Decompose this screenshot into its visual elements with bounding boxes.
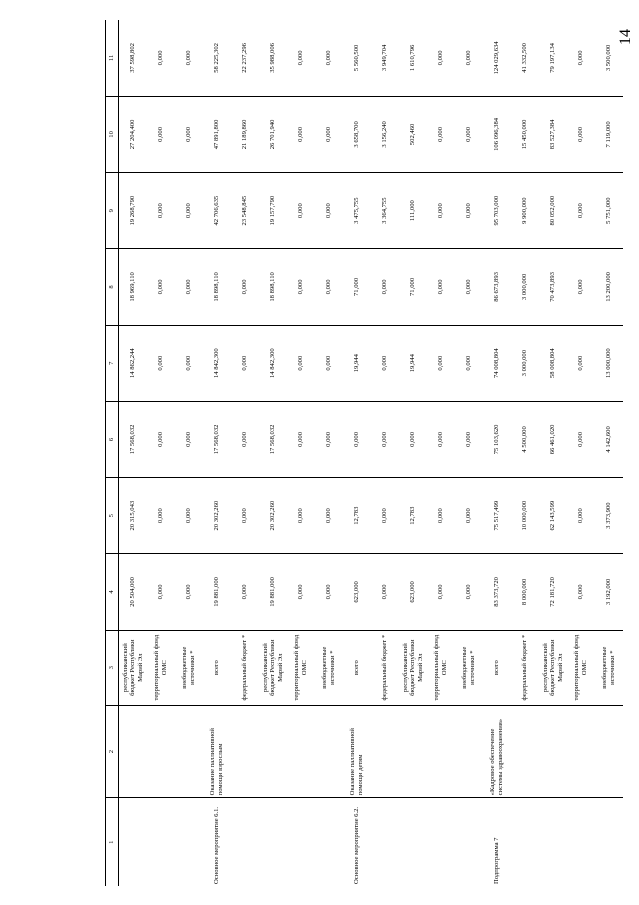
value-cell: 22 237,296 xyxy=(231,20,259,96)
value-cell: 12,783 xyxy=(399,478,427,554)
value-cell: 0,000 xyxy=(175,401,203,477)
value-cell: 0,000 xyxy=(371,325,399,401)
value-cell: 0,000 xyxy=(147,20,175,96)
description-cell xyxy=(371,705,399,798)
column-header: 4 xyxy=(106,554,119,630)
value-cell: 0,000 xyxy=(175,325,203,401)
value-cell: 19,944 xyxy=(399,325,427,401)
funding-source-cell: всего xyxy=(203,630,231,705)
value-cell: 0,000 xyxy=(455,173,483,249)
funding-source-cell: внебюджетные источники * xyxy=(455,630,483,705)
description-cell xyxy=(147,705,175,798)
program-cell: Основное мероприятие 6.2. xyxy=(353,806,361,884)
table-row xyxy=(595,20,623,886)
table-row xyxy=(147,20,175,886)
value-cell: 3 658,700 xyxy=(343,96,371,172)
value-cell: 86 673,893 xyxy=(483,249,511,325)
value-cell: 75 103,620 xyxy=(483,401,511,477)
column-header: 9 xyxy=(106,173,119,249)
value-cell: 0,000 xyxy=(147,325,175,401)
funding-source-cell: всего xyxy=(343,630,371,705)
column-header: 11 xyxy=(106,20,119,96)
value-cell: 0,000 xyxy=(147,401,175,477)
value-cell: 0,000 xyxy=(287,478,315,554)
value-cell: 3 949,704 xyxy=(371,20,399,96)
table-row xyxy=(539,20,567,886)
value-cell: 0,000 xyxy=(567,554,595,630)
description-cell xyxy=(399,705,427,798)
program-cell xyxy=(175,798,203,886)
program-cell xyxy=(595,798,623,886)
value-cell: 0,000 xyxy=(315,401,343,477)
program-cell xyxy=(567,798,595,886)
value-cell: 8 000,000 xyxy=(511,554,539,630)
program-cell xyxy=(399,798,427,886)
value-cell: 0,000 xyxy=(567,249,595,325)
funding-source-cell: федеральный бюджет * xyxy=(511,630,539,705)
rotated-page xyxy=(105,20,616,886)
description-cell xyxy=(175,705,203,798)
value-cell: 0,000 xyxy=(427,249,455,325)
table-row xyxy=(287,20,315,886)
value-cell: 4 142,600 xyxy=(595,401,623,477)
value-cell: 18 898,110 xyxy=(203,249,231,325)
description-cell xyxy=(119,705,148,798)
value-cell: 0,000 xyxy=(427,325,455,401)
program-cell xyxy=(231,798,259,886)
value-cell: 0,000 xyxy=(567,20,595,96)
table-row xyxy=(203,20,231,886)
budget-table xyxy=(105,20,623,886)
value-cell: 83 373,720 xyxy=(483,554,511,630)
funding-source-cell: территориальный фонд ОМС xyxy=(287,630,315,705)
funding-source-cell: внебюджетные источники * xyxy=(315,630,343,705)
value-cell: 3 500,000 xyxy=(595,20,623,96)
value-cell: 0,000 xyxy=(455,96,483,172)
value-cell: 10 000,000 xyxy=(511,478,539,554)
value-cell: 3 475,755 xyxy=(343,173,371,249)
value-cell: 18 898,110 xyxy=(259,249,287,325)
value-cell: 0,000 xyxy=(567,325,595,401)
program-cell xyxy=(147,798,175,886)
value-cell: 0,000 xyxy=(147,554,175,630)
value-cell: 0,000 xyxy=(567,478,595,554)
value-cell: 5 751,000 xyxy=(595,173,623,249)
column-header: 7 xyxy=(106,325,119,401)
value-cell: 13 000,000 xyxy=(595,325,623,401)
value-cell: 0,000 xyxy=(315,173,343,249)
value-cell: 623,000 xyxy=(343,554,371,630)
value-cell: 0,000 xyxy=(231,478,259,554)
table-row xyxy=(175,20,203,886)
program-cell: Основное мероприятие 6.1. xyxy=(213,806,221,884)
description-cell: Оказание паллиативной помощи детям xyxy=(343,705,371,798)
value-cell: 9 900,000 xyxy=(511,173,539,249)
value-cell: 0,000 xyxy=(427,478,455,554)
value-cell: 0,000 xyxy=(231,554,259,630)
value-cell: 37 598,802 xyxy=(119,20,148,96)
value-cell: 20 504,000 xyxy=(119,554,148,630)
value-cell: 502,460 xyxy=(399,96,427,172)
value-cell: 0,000 xyxy=(315,249,343,325)
funding-source-cell: территориальный фонд ОМС xyxy=(427,630,455,705)
value-cell: 0,000 xyxy=(147,96,175,172)
value-cell: 0,000 xyxy=(315,325,343,401)
funding-source-cell: всего xyxy=(483,630,511,705)
value-cell: 95 703,000 xyxy=(483,173,511,249)
value-cell: 58 225,302 xyxy=(203,20,231,96)
value-cell: 0,000 xyxy=(567,401,595,477)
description-cell xyxy=(595,705,623,798)
column-header: 6 xyxy=(106,401,119,477)
description-cell xyxy=(259,705,287,798)
value-cell: 42 706,635 xyxy=(203,173,231,249)
value-cell: 0,000 xyxy=(287,20,315,96)
value-cell: 79 197,134 xyxy=(539,20,567,96)
column-header: 8 xyxy=(106,249,119,325)
funding-source-cell: внебюджетные источники * xyxy=(595,630,623,705)
value-cell: 0,000 xyxy=(371,554,399,630)
value-cell: 0,000 xyxy=(175,554,203,630)
value-cell: 14 842,300 xyxy=(259,325,287,401)
value-cell: 0,000 xyxy=(147,173,175,249)
table-row xyxy=(483,20,511,886)
value-cell: 20 302,260 xyxy=(203,478,231,554)
table-row xyxy=(343,20,371,886)
header-row xyxy=(106,20,119,886)
value-cell: 0,000 xyxy=(147,478,175,554)
value-cell: 20 302,260 xyxy=(259,478,287,554)
table-row xyxy=(567,20,595,886)
funding-source-cell: федеральный бюджет * xyxy=(371,630,399,705)
program-cell xyxy=(455,798,483,886)
value-cell: 74 008,804 xyxy=(483,325,511,401)
value-cell: 19,944 xyxy=(343,325,371,401)
funding-source-cell: территориальный фонд ОМС xyxy=(147,630,175,705)
value-cell: 72 181,720 xyxy=(539,554,567,630)
value-cell: 70 473,893 xyxy=(539,249,567,325)
table-row xyxy=(315,20,343,886)
value-cell: 12,783 xyxy=(343,478,371,554)
column-header: 2 xyxy=(106,705,119,798)
page-number: 14 xyxy=(617,29,634,45)
value-cell: 17 568,032 xyxy=(203,401,231,477)
description-cell: «Кадровое обеспечение системы здравоохранения» xyxy=(483,705,511,798)
table-row xyxy=(427,20,455,886)
value-cell: 14 862,244 xyxy=(119,325,148,401)
value-cell: 0,000 xyxy=(567,96,595,172)
value-cell: 15 450,000 xyxy=(511,96,539,172)
value-cell: 7 119,000 xyxy=(595,96,623,172)
value-cell: 124 029,634 xyxy=(483,20,511,96)
value-cell: 0,000 xyxy=(287,554,315,630)
value-cell: 17 568,032 xyxy=(259,401,287,477)
description-cell xyxy=(315,705,343,798)
value-cell: 71,000 xyxy=(343,249,371,325)
value-cell: 4 500,000 xyxy=(511,401,539,477)
value-cell: 14 842,300 xyxy=(203,325,231,401)
column-header: 3 xyxy=(106,630,119,705)
description-cell xyxy=(511,705,539,798)
value-cell: 0,000 xyxy=(399,401,427,477)
value-cell: 0,000 xyxy=(287,173,315,249)
column-header: 10 xyxy=(106,96,119,172)
value-cell: 13 200,000 xyxy=(595,249,623,325)
value-cell: 35 988,006 xyxy=(259,20,287,96)
table-row xyxy=(455,20,483,886)
value-cell: 0,000 xyxy=(287,249,315,325)
description-cell xyxy=(231,705,259,798)
value-cell: 19 157,790 xyxy=(259,173,287,249)
value-cell: 23 548,845 xyxy=(231,173,259,249)
value-cell: 0,000 xyxy=(287,401,315,477)
value-cell: 71,000 xyxy=(399,249,427,325)
value-cell: 0,000 xyxy=(231,325,259,401)
value-cell: 0,000 xyxy=(175,249,203,325)
value-cell: 0,000 xyxy=(175,478,203,554)
table-row xyxy=(511,20,539,886)
value-cell: 0,000 xyxy=(427,96,455,172)
value-cell: 20 315,043 xyxy=(119,478,148,554)
funding-source-cell: территориальный фонд ОМС xyxy=(567,630,595,705)
value-cell: 3 156,240 xyxy=(371,96,399,172)
value-cell: 80 052,000 xyxy=(539,173,567,249)
value-cell: 26 701,940 xyxy=(259,96,287,172)
column-header: 1 xyxy=(106,798,119,886)
value-cell: 0,000 xyxy=(231,401,259,477)
description-cell: Оказание паллиативной помощи взрослым xyxy=(203,705,231,798)
description-cell xyxy=(427,705,455,798)
value-cell: 47 891,800 xyxy=(203,96,231,172)
value-cell: 0,000 xyxy=(175,20,203,96)
value-cell: 0,000 xyxy=(427,20,455,96)
funding-source-cell: республиканский бюджет Республики Марий Эл xyxy=(119,630,148,705)
value-cell: 75 517,499 xyxy=(483,478,511,554)
value-cell: 0,000 xyxy=(315,478,343,554)
program-cell xyxy=(539,798,567,886)
value-cell: 27 204,400 xyxy=(119,96,148,172)
value-cell: 0,000 xyxy=(287,96,315,172)
value-cell: 19 881,000 xyxy=(259,554,287,630)
value-cell: 0,000 xyxy=(455,20,483,96)
value-cell: 0,000 xyxy=(427,173,455,249)
value-cell: 19 268,790 xyxy=(119,173,148,249)
value-cell: 17 568,032 xyxy=(119,401,148,477)
program-cell xyxy=(259,798,287,886)
description-cell xyxy=(539,705,567,798)
table-row xyxy=(119,20,148,886)
program-cell: Подпрограмма 7 xyxy=(493,837,501,884)
table-row xyxy=(259,20,287,886)
value-cell: 19 881,000 xyxy=(203,554,231,630)
value-cell: 0,000 xyxy=(455,325,483,401)
value-cell: 111,000 xyxy=(399,173,427,249)
value-cell: 0,000 xyxy=(315,20,343,96)
funding-source-cell: республиканский бюджет Республики Марий Эл xyxy=(399,630,427,705)
value-cell: 106 096,384 xyxy=(483,96,511,172)
value-cell: 3 192,000 xyxy=(595,554,623,630)
funding-source-cell: федеральный бюджет * xyxy=(231,630,259,705)
value-cell: 18 969,110 xyxy=(119,249,148,325)
value-cell: 0,000 xyxy=(567,173,595,249)
program-cell xyxy=(427,798,455,886)
value-cell: 0,000 xyxy=(427,554,455,630)
value-cell: 1 610,796 xyxy=(399,20,427,96)
value-cell: 0,000 xyxy=(175,173,203,249)
description-cell xyxy=(455,705,483,798)
value-cell: 83 527,384 xyxy=(539,96,567,172)
value-cell: 58 008,804 xyxy=(539,325,567,401)
value-cell: 0,000 xyxy=(455,478,483,554)
value-cell: 0,000 xyxy=(427,401,455,477)
table-row xyxy=(399,20,427,886)
value-cell: 5 560,500 xyxy=(343,20,371,96)
value-cell: 0,000 xyxy=(287,325,315,401)
value-cell: 0,000 xyxy=(231,249,259,325)
table-row xyxy=(231,20,259,886)
value-cell: 0,000 xyxy=(315,554,343,630)
value-cell: 0,000 xyxy=(455,401,483,477)
program-cell xyxy=(287,798,315,886)
table-row xyxy=(371,20,399,886)
value-cell: 41 332,500 xyxy=(511,20,539,96)
value-cell: 62 143,599 xyxy=(539,478,567,554)
value-cell: 3 000,000 xyxy=(511,325,539,401)
value-cell: 0,000 xyxy=(147,249,175,325)
value-cell: 0,000 xyxy=(371,401,399,477)
program-cell xyxy=(315,798,343,886)
value-cell: 0,000 xyxy=(371,249,399,325)
value-cell: 21 189,860 xyxy=(231,96,259,172)
funding-source-cell: внебюджетные источники * xyxy=(175,630,203,705)
description-cell xyxy=(287,705,315,798)
value-cell: 0,000 xyxy=(455,554,483,630)
program-cell xyxy=(511,798,539,886)
description-cell xyxy=(567,705,595,798)
value-cell: 0,000 xyxy=(343,401,371,477)
program-cell xyxy=(371,798,399,886)
funding-source-cell: республиканский бюджет Республики Марий Эл xyxy=(259,630,287,705)
value-cell: 0,000 xyxy=(455,249,483,325)
value-cell: 66 461,020 xyxy=(539,401,567,477)
value-cell: 3 373,900 xyxy=(595,478,623,554)
value-cell: 3 000,000 xyxy=(511,249,539,325)
value-cell: 0,000 xyxy=(371,478,399,554)
value-cell: 0,000 xyxy=(315,96,343,172)
value-cell: 3 364,755 xyxy=(371,173,399,249)
table-body xyxy=(119,20,624,886)
column-header: 5 xyxy=(106,478,119,554)
funding-source-cell: республиканский бюджет Республики Марий Эл xyxy=(539,630,567,705)
value-cell: 623,000 xyxy=(399,554,427,630)
value-cell: 0,000 xyxy=(175,96,203,172)
program-cell xyxy=(119,798,148,886)
